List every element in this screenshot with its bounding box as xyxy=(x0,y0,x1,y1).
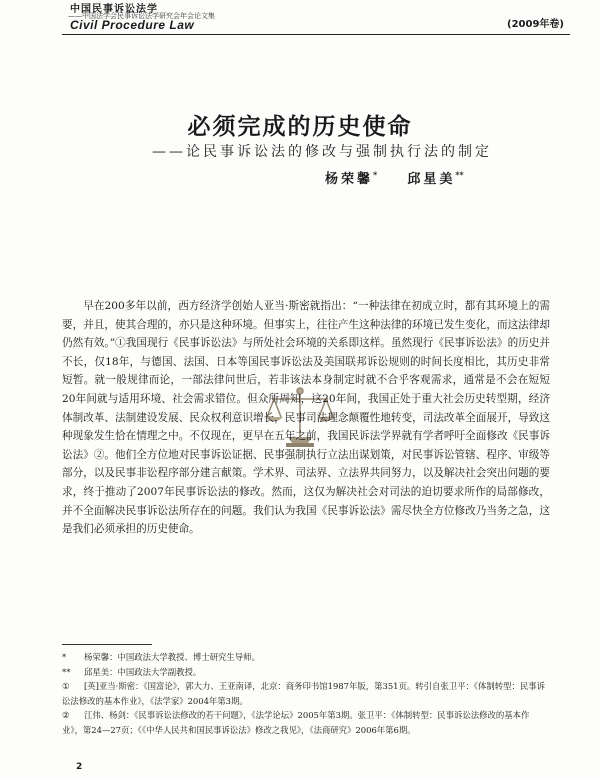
article-body xyxy=(62,297,550,539)
footnote-item xyxy=(62,650,550,665)
header-rule xyxy=(62,34,570,35)
author-1-mark: * xyxy=(373,169,378,180)
page-number: 2 xyxy=(76,762,83,772)
footnote-item xyxy=(62,665,550,680)
author-line xyxy=(325,168,464,187)
footnote-mark: ① xyxy=(62,681,70,691)
footnotes xyxy=(62,650,550,737)
running-header xyxy=(0,0,600,36)
body-paragraph: 早在200多年以前，西方经济学创始人亚当·斯密就指出：“一种法律在初成立时，都有其环境上的需要，并且，使其合理的，亦只是这种环境。但事实上，往往产生这种法律的环境已发生变化，而这法律却仍然有效。”①我国现行《民事诉讼法》与所处社会环境的关系即这样。虽然现行《民事诉讼法》的历史并不长，仅18年，与德国、法国、日本等国民事诉讼法及美国联邦诉讼规则的时间长度相比，其历史非常短暂。就一般规律而论，一部法律问世后，若非该法本身制定时就不合乎客观需求，通常是不会在短短20年间就与适用环境、社会需求错位。但众所周知，这20年间，我国正处于重大社会历史转型期，经济体制改革、法制建设发展、民众权利意识增长，民事司法理念颠覆性地转变，司法改革全面展开，导致这种现象发生恰在情理之中。不仅现在，更早在五年之前，我国民诉法学界就有学者呼吁全面修改《民事诉讼法》②。他们全方位地对民事诉讼证据、民事强制执行立法出谋划策，对民事诉讼管辖、程序、审级等部分，以及民事非讼程序部分建言献策。学术界、司法界、立法界共同努力，以及解决社会突出问题的要求，终于推动了2007年民事诉讼法的修改。然而，这仅为解决社会对司法的迫切要求所作的局部修改，并不全面解决民事诉讼法所存在的问题。我们认为我国《民事诉讼法》需尽快全方位修改乃当务之急，这是我们必须承担的历史使命。 xyxy=(62,300,550,536)
author-2-mark: ** xyxy=(455,169,464,180)
footnote-mark: ② xyxy=(62,710,70,720)
journal-title-cn: 中国民事诉讼法学 xyxy=(70,4,158,15)
author-2: 邱星美 xyxy=(407,172,456,187)
footnote-item xyxy=(62,708,550,737)
journal-title-en: Civil Procedure Law xyxy=(70,18,195,32)
author-1: 杨荣馨 xyxy=(325,172,374,187)
footnote-text: 杨荣馨：中国政法大学教授、博士研究生导师。 xyxy=(84,652,260,662)
footnote-item xyxy=(62,679,550,708)
footnote-text: 江伟、杨剑：《民事诉讼法修改的若干问题》，《法学论坛》2005年第3期。张卫平：《体制转型：民事诉讼法修改的基本作业》，第24—27页；《《中华人民共和国民事诉讼法》修改之我见》，《法商研究》2006年第6期。 xyxy=(62,710,530,735)
journal-subtitle: ——中国法学会民事诉讼法学研究会年会论文集 xyxy=(68,12,215,20)
article-title: 必须完成的历史使命 xyxy=(187,113,413,140)
footnote-text: 邱星美：中国政法大学副教授。 xyxy=(84,666,202,677)
footnote-mark: * xyxy=(62,652,67,662)
volume-year: (2009年卷) xyxy=(507,19,564,30)
footnote-text: [英]亚当·斯密：《国富论》，郭大力、王亚南译，北京：商务印书馆1987年版，第351页。转引自张卫平：《体制转型：民事诉讼法修改的基本作业》，《法学家》2004年第3期。 xyxy=(62,681,546,706)
footnote-mark: ** xyxy=(62,666,71,677)
footnote-rule xyxy=(62,644,152,645)
article-subtitle: ——论民事诉讼法的修改与强制执行法的制定 xyxy=(152,144,492,160)
